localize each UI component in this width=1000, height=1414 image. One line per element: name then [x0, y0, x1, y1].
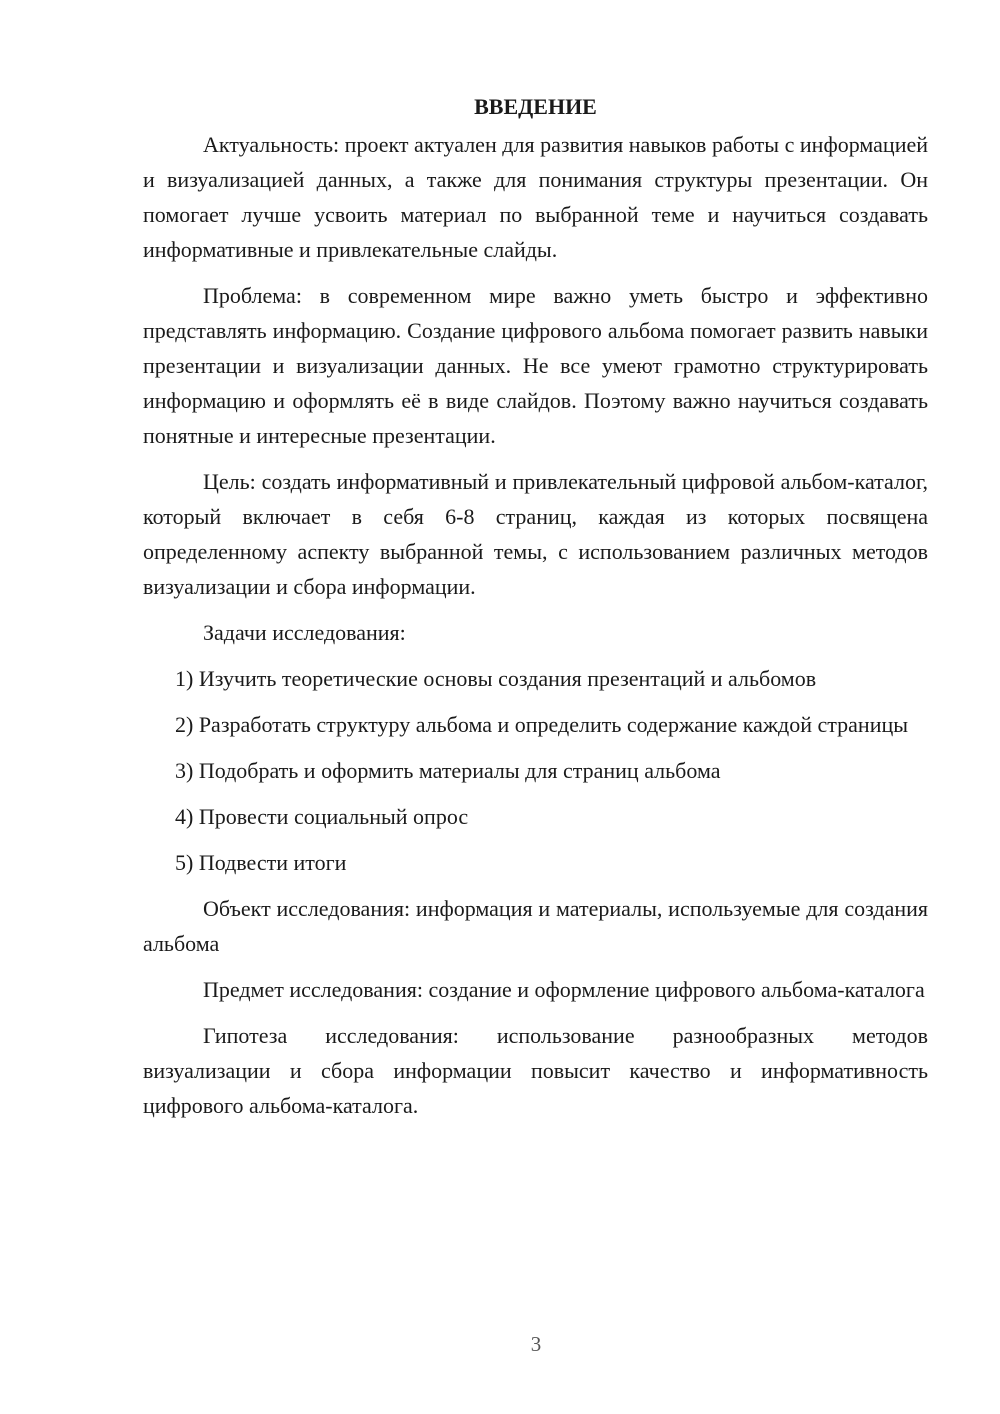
task-item-1: 1) Изучить теоретические основы создания презентаций и альбомов: [175, 666, 817, 691]
task-item-5: 5) Подвести итоги: [175, 850, 347, 875]
document-title: ВВЕДЕНИЕ: [474, 94, 597, 119]
paragraph-hypothesis: Гипотеза исследования: использование разнообразных методов визуализации и сбора информации повысит качество и информативность цифрового альбома-каталога.: [143, 1023, 928, 1118]
paragraph-goal: Цель: создать информативный и привлекательный цифровой альбом-каталог, который включает в себя 6-8 страниц, каждая из которых посвящена определенному аспекту выбранной темы, с использованием различных методов визуализации и сбора информации.: [143, 469, 928, 599]
task-item-2: 2) Разработать структуру альбома и определить содержание каждой страницы: [175, 712, 909, 737]
paragraph-subject: Предмет исследования: создание и оформление цифрового альбома-каталога: [203, 977, 925, 1002]
tasks-heading: Задачи исследования:: [203, 620, 406, 645]
paragraph-problem: Проблема: в современном мире важно уметь быстро и эффективно представлять информацию. Создание цифрового альбома помогает развить навыки презентации и визуализации данных. Не все умеют грамотно структурировать информацию и оформлять её в виде слайдов. Поэтому важно научиться создавать понятные и интересные презентации.: [143, 283, 928, 448]
task-item-3: 3) Подобрать и оформить материалы для страниц альбома: [175, 758, 721, 783]
page-number: 3: [530, 1332, 542, 1356]
paragraph-object: Объект исследования: информация и материалы, используемые для создания альбома: [143, 896, 928, 956]
task-item-4: 4) Провести социальный опрос: [175, 804, 469, 829]
paragraph-relevance: Актуальность: проект актуален для развития навыков работы с информацией и визуализацией данных, а также для понимания структуры презентации. Он помогает лучше усвоить материал по выбранной теме и научиться создавать информативные и привлекательные слайды.: [143, 132, 928, 262]
document-page: [143, 90, 928, 1134]
